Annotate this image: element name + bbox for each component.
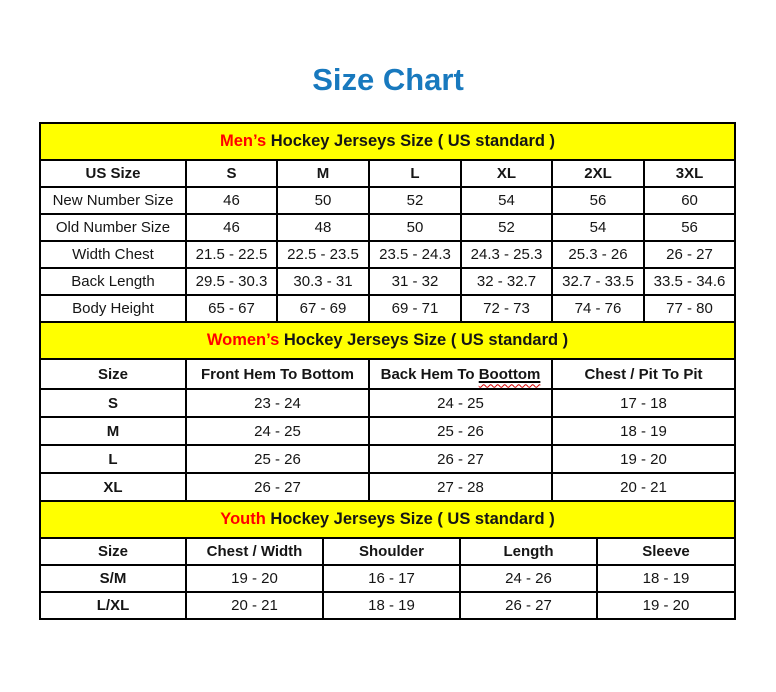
- cell: 72 - 73: [461, 295, 552, 322]
- womens-column-header-row: [40, 359, 735, 389]
- col-header-misspelled: [369, 359, 552, 389]
- col-header: Length: [460, 538, 597, 565]
- cell: 26 - 27: [369, 445, 552, 473]
- col-header: Size: [40, 538, 186, 565]
- mens-size-table: [39, 122, 736, 323]
- cell: 25.3 - 26: [552, 241, 644, 268]
- mens-title-rest: Hockey Jerseys Size ( US standard ): [266, 132, 556, 150]
- cell: 33.5 - 34.6: [644, 268, 735, 295]
- mens-table-title: [40, 123, 735, 160]
- cell: 69 - 71: [369, 295, 461, 322]
- row-label: L/XL: [40, 592, 186, 619]
- youth-title-highlight: Youth: [220, 510, 266, 528]
- col-header: Chest / Width: [186, 538, 323, 565]
- cell: 23.5 - 24.3: [369, 241, 461, 268]
- cell: 52: [461, 214, 552, 241]
- cell: 24 - 25: [186, 417, 369, 445]
- row-label: Back Length: [40, 268, 186, 295]
- cell: 16 - 17: [323, 565, 460, 592]
- col-header: Shoulder: [323, 538, 460, 565]
- mens-table-header-band: [40, 123, 735, 160]
- cell: 52: [369, 187, 461, 214]
- cell: 56: [552, 187, 644, 214]
- col-header: M: [277, 160, 369, 187]
- table-row: [40, 417, 735, 445]
- row-label: Width Chest: [40, 241, 186, 268]
- womens-table-header-band: [40, 322, 735, 359]
- col-header: S: [186, 160, 277, 187]
- cell: 32 - 32.7: [461, 268, 552, 295]
- table-row: [40, 473, 735, 501]
- table-row: [40, 268, 735, 295]
- cell: 67 - 69: [277, 295, 369, 322]
- cell: 18 - 19: [597, 565, 735, 592]
- row-label: L: [40, 445, 186, 473]
- col-header: US Size: [40, 160, 186, 187]
- cell: 22.5 - 23.5: [277, 241, 369, 268]
- youth-title-rest: Hockey Jerseys Size ( US standard ): [265, 510, 555, 528]
- cell: 56: [644, 214, 735, 241]
- cell: 20 - 21: [552, 473, 735, 501]
- row-label: New Number Size: [40, 187, 186, 214]
- cell: 24 - 25: [369, 389, 552, 417]
- cell: 50: [369, 214, 461, 241]
- cell: 77 - 80: [644, 295, 735, 322]
- col-header: Sleeve: [597, 538, 735, 565]
- cell: 46: [186, 214, 277, 241]
- womens-table-title: [40, 322, 735, 359]
- row-label: M: [40, 417, 186, 445]
- cell: 54: [552, 214, 644, 241]
- col-header: Front Hem To Bottom: [186, 359, 369, 389]
- col-header: 3XL: [644, 160, 735, 187]
- cell: 74 - 76: [552, 295, 644, 322]
- page-title: Size Chart: [312, 62, 464, 97]
- row-label: Body Height: [40, 295, 186, 322]
- cell: 24 - 26: [460, 565, 597, 592]
- womens-title-rest: Hockey Jerseys Size ( US standard ): [279, 331, 569, 349]
- cell: 54: [461, 187, 552, 214]
- cell: 30.3 - 31: [277, 268, 369, 295]
- cell: 32.7 - 33.5: [552, 268, 644, 295]
- col-header: L: [369, 160, 461, 187]
- cell: 60: [644, 187, 735, 214]
- cell: 26 - 27: [186, 473, 369, 501]
- youth-size-table: [39, 500, 736, 620]
- col-header: Chest / Pit To Pit: [552, 359, 735, 389]
- table-row: [40, 592, 735, 619]
- cell: 50: [277, 187, 369, 214]
- cell: 19 - 20: [597, 592, 735, 619]
- table-row: [40, 445, 735, 473]
- youth-table-title: [40, 501, 735, 538]
- table-row: [40, 241, 735, 268]
- cell: 23 - 24: [186, 389, 369, 417]
- col-header: Size: [40, 359, 186, 389]
- cell: 19 - 20: [186, 565, 323, 592]
- cell: 25 - 26: [186, 445, 369, 473]
- table-row: [40, 295, 735, 322]
- womens-size-table: [39, 321, 736, 502]
- row-label: S: [40, 389, 186, 417]
- womens-title-highlight: Women’s: [206, 331, 280, 349]
- size-tables-container: [39, 122, 734, 620]
- cell: 21.5 - 22.5: [186, 241, 277, 268]
- cell: 25 - 26: [369, 417, 552, 445]
- spellcheck-squiggle: [479, 366, 541, 383]
- back-hem-word: Boottom: [478, 365, 541, 383]
- table-row: [40, 187, 735, 214]
- cell: 17 - 18: [552, 389, 735, 417]
- mens-title-highlight: Men’s: [220, 132, 267, 150]
- cell: 24.3 - 25.3: [461, 241, 552, 268]
- mens-column-header-row: [40, 160, 735, 187]
- table-row: [40, 565, 735, 592]
- table-row: [40, 214, 735, 241]
- col-header: 2XL: [552, 160, 644, 187]
- table-row: [40, 389, 735, 417]
- cell: 65 - 67: [186, 295, 277, 322]
- cell: 18 - 19: [552, 417, 735, 445]
- cell: 19 - 20: [552, 445, 735, 473]
- cell: 18 - 19: [323, 592, 460, 619]
- cell: 27 - 28: [369, 473, 552, 501]
- col-header: XL: [461, 160, 552, 187]
- row-label: Old Number Size: [40, 214, 186, 241]
- cell: 26 - 27: [644, 241, 735, 268]
- cell: 31 - 32: [369, 268, 461, 295]
- cell: 46: [186, 187, 277, 214]
- cell: 48: [277, 214, 369, 241]
- cell: 20 - 21: [186, 592, 323, 619]
- cell: 29.5 - 30.3: [186, 268, 277, 295]
- youth-table-header-band: [40, 501, 735, 538]
- row-label: S/M: [40, 565, 186, 592]
- youth-column-header-row: [40, 538, 735, 565]
- row-label: XL: [40, 473, 186, 501]
- back-hem-prefix: Back Hem To: [380, 365, 479, 383]
- cell: 26 - 27: [460, 592, 597, 619]
